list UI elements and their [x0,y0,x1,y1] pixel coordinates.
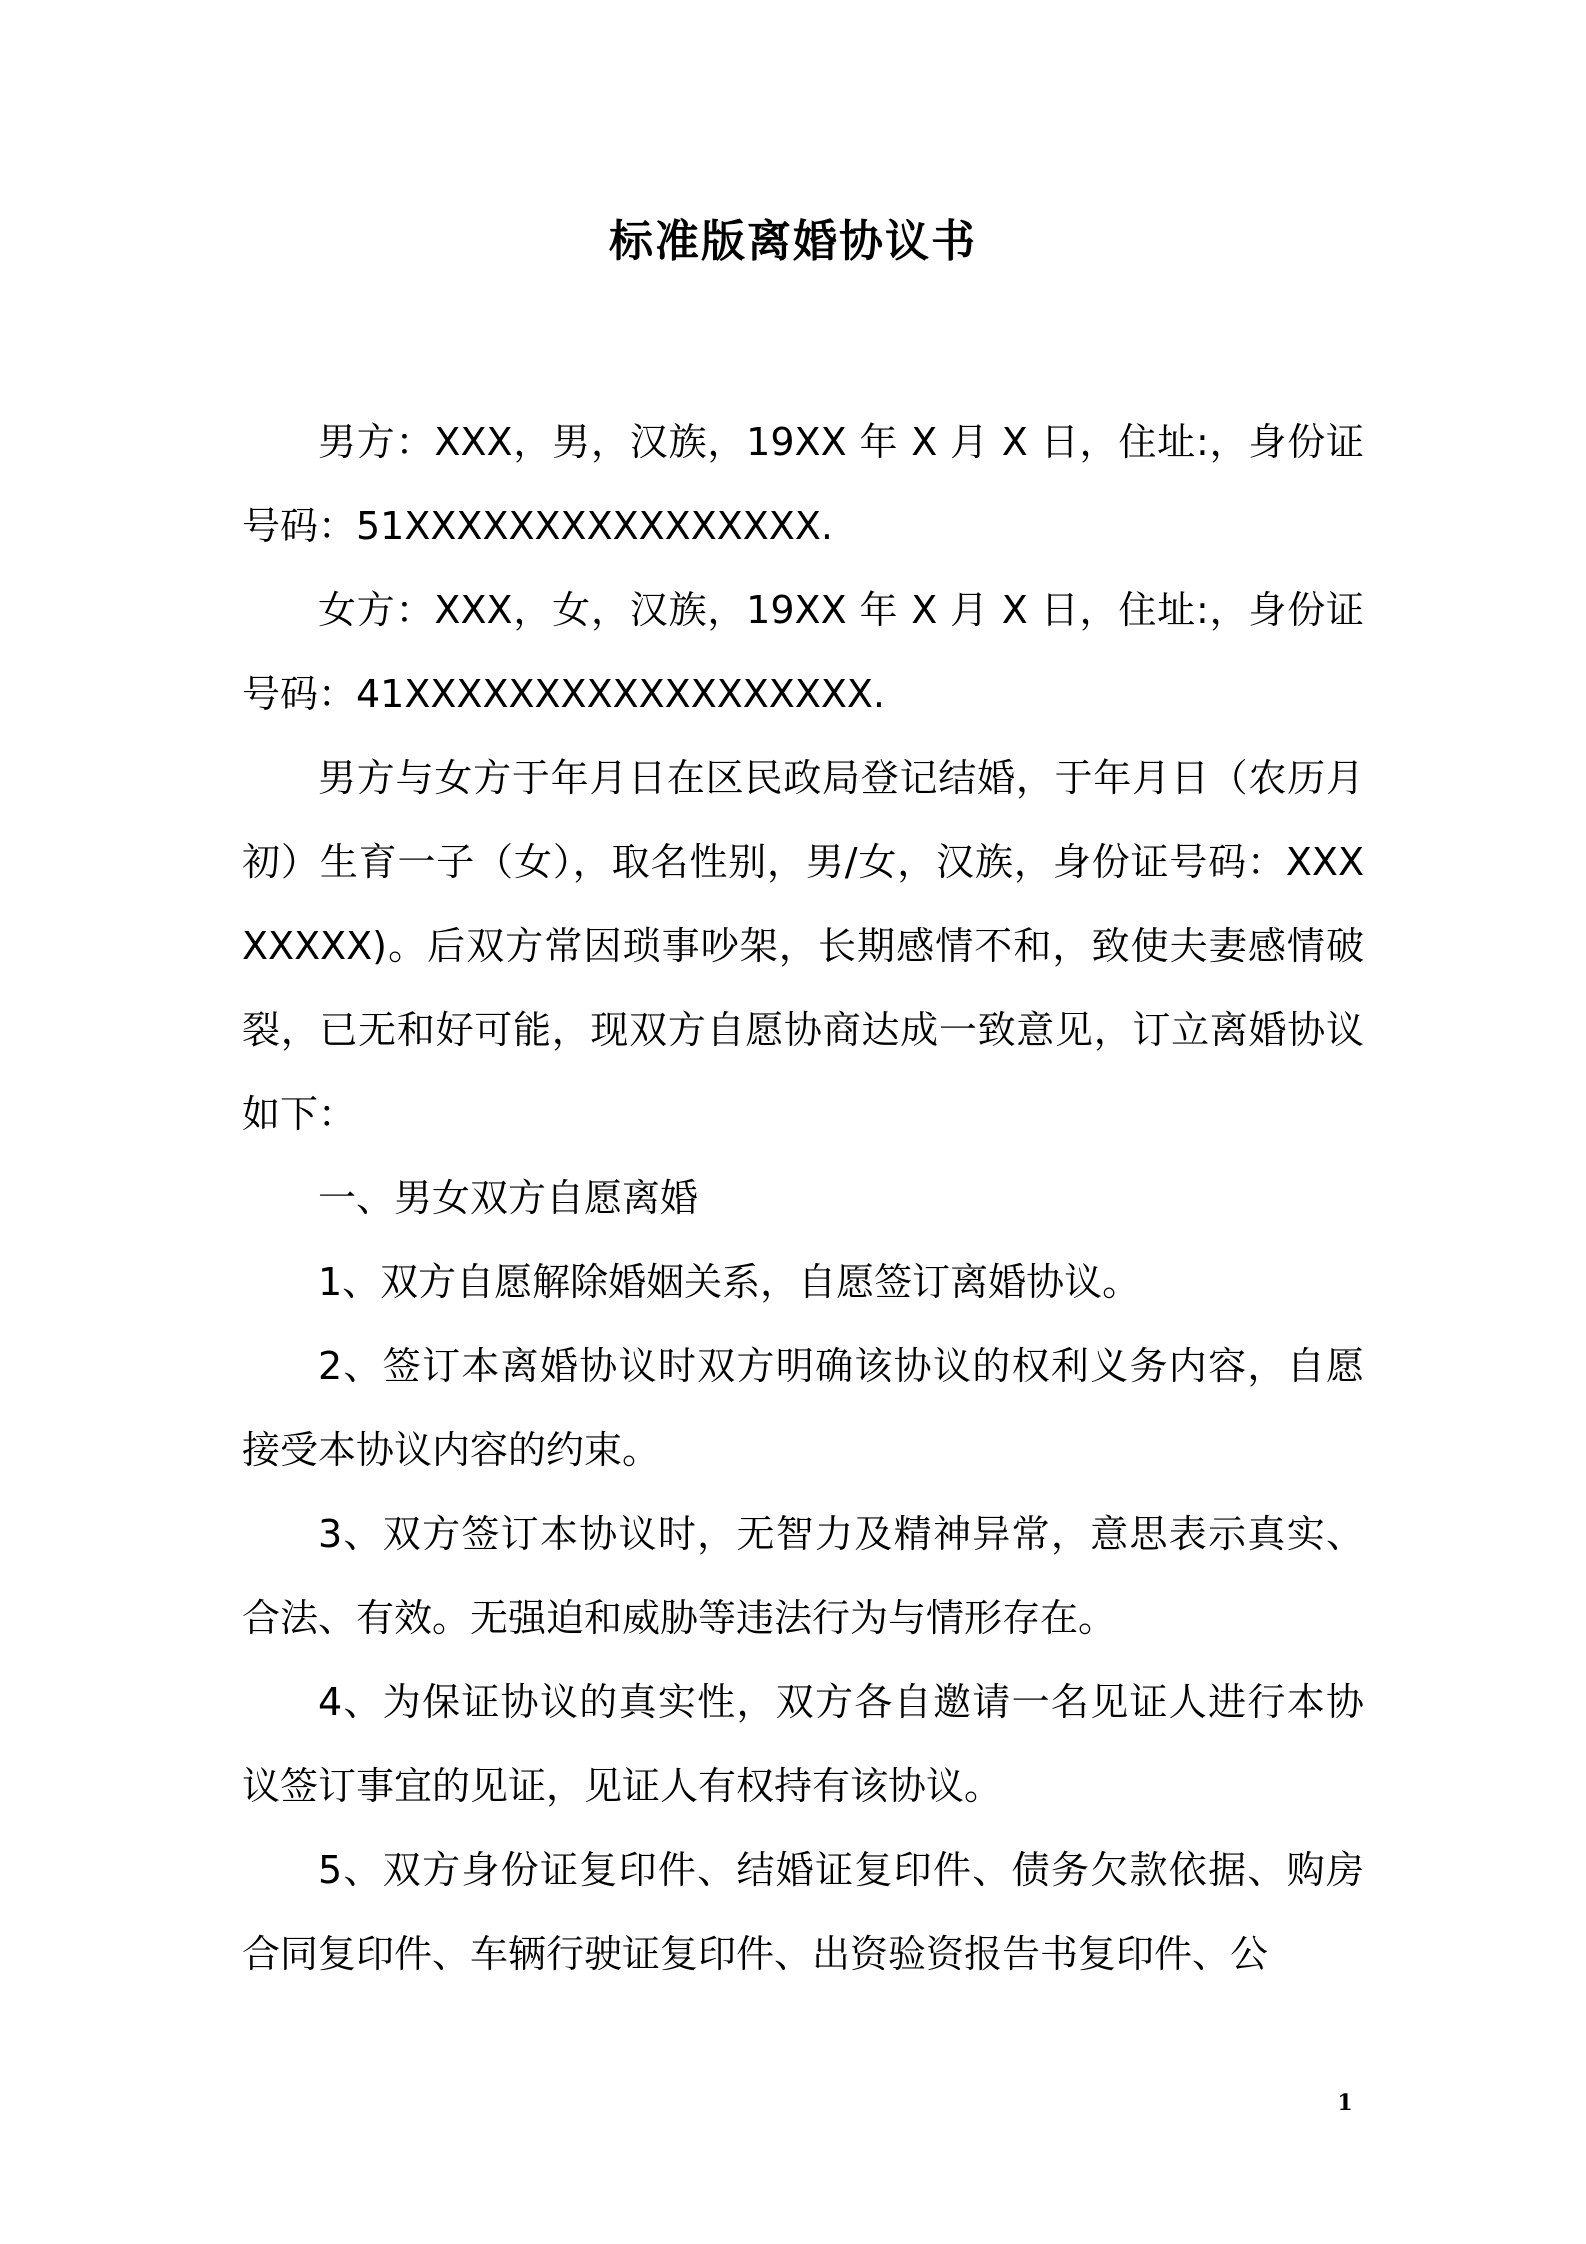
document-body [242,400,1364,1996]
clause-5: 5、双方身份证复印件、结婚证复印件、债务欠款依据、购房合同复印件、车辆行驶证复印件、出资验资报告书复印件、公 [242,1848,1364,1976]
clause-3: 3、双方签订本协议时，无智力及精神异常，意思表示真实、合法、有效。无强迫和威胁等违法行为与情形存在。 [242,1512,1364,1640]
page-number: 1 [1337,2090,1353,2116]
paragraph-marriage-background: 男方与女方于年月日在区民政局登记结婚，于年月日（农历月初）生育一子（女），取名性别，男/女，汉族，身份证号码：XXXXXXXX)。后双方常因琐事吵架，长期感情不和，致使夫妻感情破裂，已无和好可能，现双方自愿协商达成一致意见，订立离婚协议如下： [242,756,1364,1136]
clause-1: 1、双方自愿解除婚姻关系，自愿签订离婚协议。 [318,1260,1141,1304]
clause-2: 2、签订本离婚协议时双方明确该协议的权利义务内容，自愿接受本协议内容的约束。 [242,1344,1364,1472]
section-heading-voluntary-divorce: 一、男女双方自愿离婚 [318,1176,699,1220]
clause-4: 4、为保证协议的真实性，双方各自邀请一名见证人进行本协议签订事宜的见证，见证人有权持有该协议。 [242,1680,1364,1808]
document-title: 标准版离婚协议书 [609,216,977,267]
paragraph-male-party: 男方：XXX，男，汉族，19XX 年 X 月 X 日，住址:，身份证号码：51XXXXXXXXXXXXXXXX. [242,420,1364,548]
paragraph-female-party: 女方：XXX，女，汉族，19XX 年 X 月 X 日，住址:，身份证号码：41XXXXXXXXXXXXXXXXXX. [242,588,1364,716]
